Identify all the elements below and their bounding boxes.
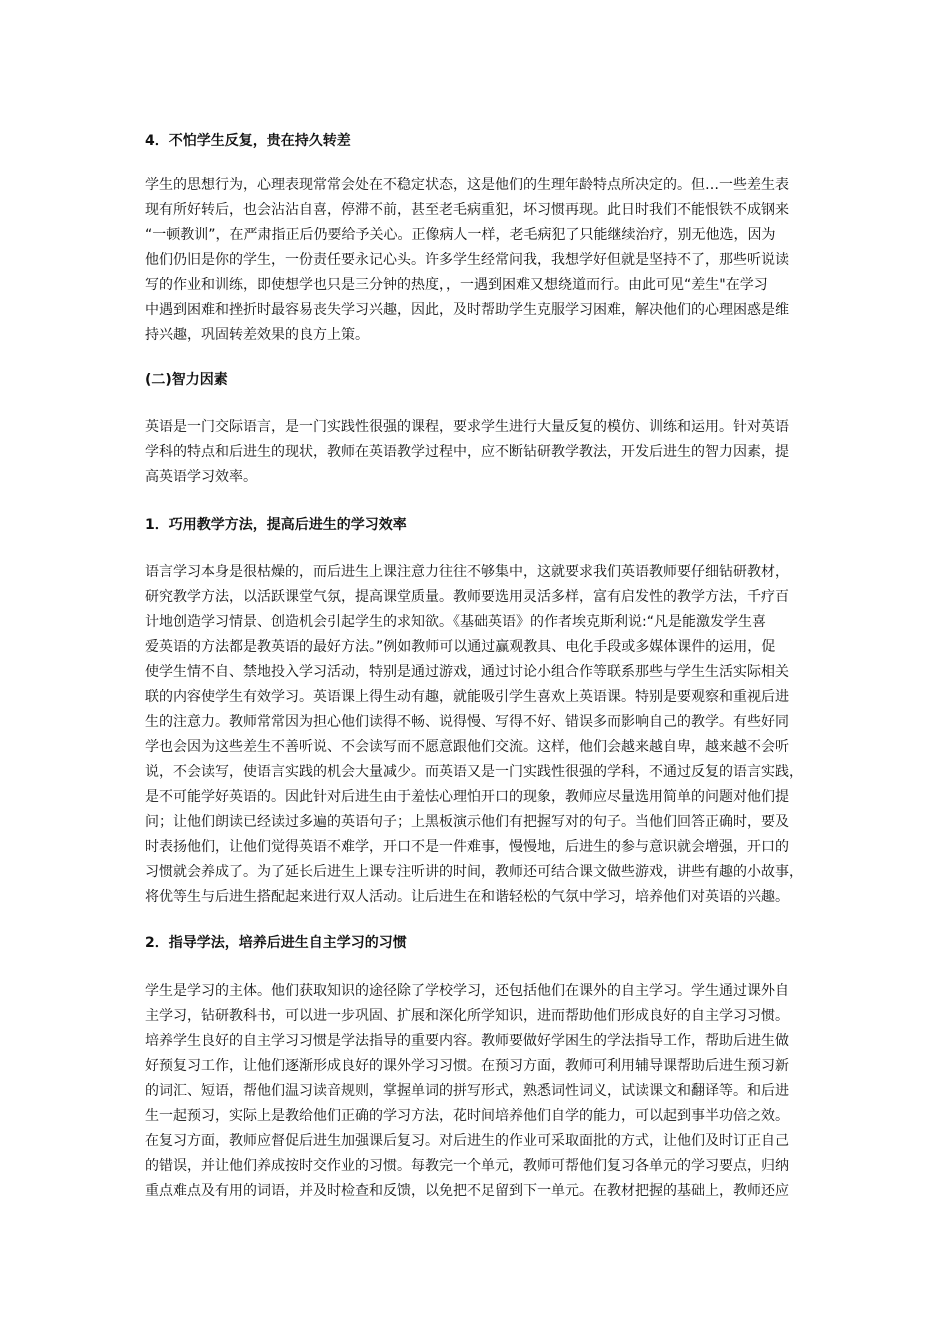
text-line: 研究教学方法，以活跃课堂气氛，提高课堂质量。教师要选用灵活多样，富有启发性的教学方法，千疗百	[145, 589, 789, 605]
text-line: 的词汇、短语，帮他们温习读音规则，掌握单词的拼写形式，熟悉词性词义，试读课文和翻译等。和后进	[145, 1083, 789, 1099]
heading-2-study-methods: 2．指导学法，培养后进生自主学习的习惯	[145, 935, 407, 951]
text-line: 中遇到困难和挫折时最容易丧失学习兴趣，因此，及时帮助学生克服学习困难，解决他们的心理困惑是维	[145, 302, 789, 318]
paragraph-persistence	[145, 173, 807, 348]
paragraph-teaching-methods	[145, 560, 807, 910]
text-line: 生一起预习，实际上是教给他们正确的学习方法，花时间培养他们自学的能力，可以起到事半功倍之效。	[145, 1108, 789, 1124]
text-line: 培养学生良好的自主学习习惯是学法指导的重要内容。教师要做好学困生的学法指导工作，帮助后进生做	[145, 1033, 789, 1049]
text-line: 好预复习工作，让他们逐渐形成良好的课外学习习惯。在预习方面，教师可利用辅导课帮助后进生预习新	[145, 1058, 789, 1074]
text-line: 写的作业和训练，即使想学也只是三分钟的热度，，一遇到困难又想绕道而行。由此可见“差生"在学习	[145, 277, 768, 293]
text-line: 学也会因为这些差生不善听说、不会读写而不愿意跟他们交流。这样，他们会越来越自卑，越来越不会听	[145, 739, 789, 755]
text-line: 学生是学习的主体。他们获取知识的途径除了学校学习，还包括他们在课外的自主学习。学生通过课外自	[145, 983, 789, 999]
text-line: “一顿教训”，在严肃指正后仍要给予关心。正像病人一样，老毛病犯了只能继续治疗，别无他选，因为	[145, 227, 776, 243]
text-line: 英语是一门交际语言，是一门实践性很强的课程，要求学生进行大量反复的模仿、训练和运用。针对英语	[145, 419, 789, 435]
text-line: 计地创造学习情景、创造机会引起学生的求知欲。《基础英语》的作者埃克斯利说:“凡是能激发学生喜	[145, 614, 766, 630]
text-line: 语言学习本身是很枯燥的，而后进生上课注意力往往不够集中，这就要求我们英语教师要仔细钻研教材，	[145, 564, 789, 580]
text-line: 重点难点及有用的词语，并及时检查和反馈，以免把不足留到下一单元。在教材把握的基础上，教师还应	[145, 1183, 789, 1199]
text-line: 时表扬他们，让他们觉得英语不难学，开口不是一件难事，慢慢地，后进生的参与意识就会增强，开口的	[145, 839, 789, 855]
text-line: 说，不会读写，使语言实践的机会大量减少。而英语又是一门实践性很强的学科，不通过反复的语言实践，	[145, 764, 803, 780]
text-line: 在复习方面，教师应督促后进生加强课后复习。对后进生的作业可采取面批的方式，让他们及时订正自己	[145, 1133, 789, 1149]
heading-1-teaching-methods: 1．巧用教学方法，提高后进生的学习效率	[145, 517, 407, 533]
text-line: 高英语学习效率。	[145, 469, 257, 485]
paragraph-intellectual-intro	[145, 415, 807, 490]
text-line: 学生的思想行为，心理表现常常会处在不稳定状态，这是他们的生理年龄特点所决定的。但…一些差生表	[145, 177, 789, 193]
text-line: 是不可能学好英语的。因此针对后进生由于羞怯心理怕开口的现象，教师应尽量选用简单的问题对他们提	[145, 789, 789, 805]
text-line: 主学习，钻研教科书，可以进一步巩固、扩展和深化所学知识，进而帮助他们形成良好的自主学习习惯。	[145, 1008, 789, 1024]
text-line: 持兴趣，巩固转差效果的良方上策。	[145, 327, 369, 343]
text-line: 生的注意力。教师常常因为担心他们读得不畅、说得慢、写得不好、错误多而影响自己的教学。有些好同	[145, 714, 789, 730]
text-line: 学科的特点和后进生的现状，教师在英语教学过程中，应不断钻研教学教法，开发后进生的智力因素，提	[145, 444, 789, 460]
text-line: 将优等生与后进生搭配起来进行双人活动。让后进生在和谐轻松的气氛中学习，培养他们对英语的兴趣。	[145, 889, 789, 905]
text-line: 爱英语的方法都是教英语的最好方法。”例如教师可以通过赢观教具、电化手段或多媒体课件的运用，促	[145, 639, 776, 655]
text-line: 联的内容使学生有效学习。英语课上得生动有趣，就能吸引学生喜欢上英语课。特别是要观察和重视后进	[145, 689, 789, 705]
heading-section-intellectual: (二)智力因素	[145, 372, 228, 388]
text-line: 使学生情不自、禁地投入学习活动，特别是通过游戏，通过讨论小组合作等联系那些与学生生活实际相关	[145, 664, 789, 680]
text-line: 现有所好转后，也会沾沾自喜，停滞不前，甚至老毛病重犯，坏习惯再现。此日时我们不能恨铁不成钢来	[145, 202, 789, 218]
text-line: 的错误，并让他们养成按时交作业的习惯。每教完一个单元，教师可帮他们复习各单元的学习要点，归纳	[145, 1158, 789, 1174]
paragraph-study-methods	[145, 979, 807, 1204]
heading-4-persistence: 4．不怕学生反复，贵在持久转差	[145, 133, 351, 149]
text-line: 他们仍旧是你的学生，一份责任要永记心头。许多学生经常问我，我想学好但就是坚持不了，那些听说读	[145, 252, 789, 268]
text-line: 习惯就会养成了。为了延长后进生上课专注听讲的时间，教师还可结合课文做些游戏，讲些有趣的小故事，	[145, 864, 803, 880]
text-line: 问；让他们朗读已经读过多遍的英语句子；上黑板演示他们有把握写对的句子。当他们回答正确时，要及	[145, 814, 789, 830]
